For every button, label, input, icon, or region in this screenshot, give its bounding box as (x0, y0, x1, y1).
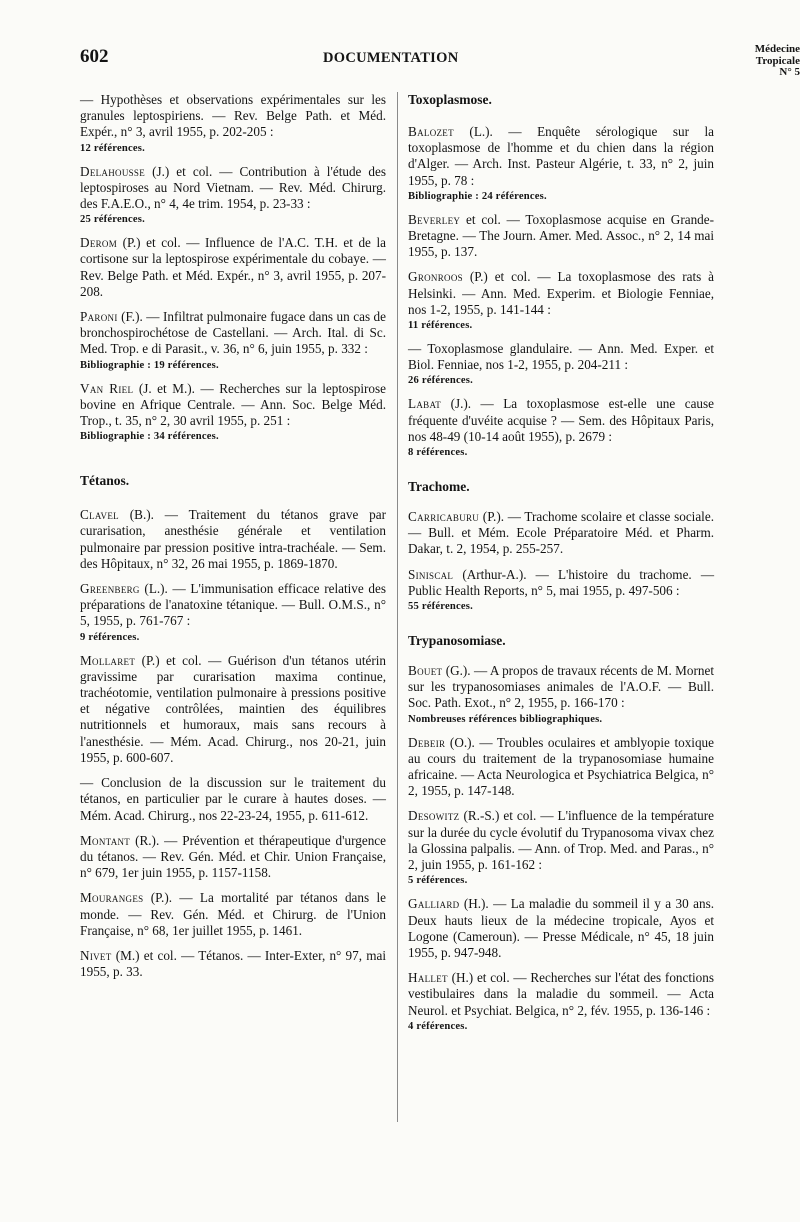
entry-author: Montant (80, 832, 131, 848)
entry-citation: (F.). — Infiltrat pulmonaire fugace dans un cas de bronchospirochétose de Castellani. — Arch. Ital. di Sc. Med. Trop. e di Parasit., v. 36, n° 6, juin 1955, p. 332 : (80, 309, 387, 357)
section-title-trachome: Trachome. (408, 479, 470, 495)
bibliography-entry (408, 124, 714, 203)
entry-references: 4 références. (408, 1020, 468, 1032)
bibliography-entry (408, 341, 714, 387)
entry-citation: (R.). — Prévention et thérapeutique d'urgence du tétanos. — Rev. Gén. Méd. et Chir. Union Française, n° 679, 1er juin 1955, p. 1157-1158. (80, 832, 387, 881)
entry-text (408, 808, 714, 873)
entry-text (80, 833, 386, 882)
page-number: 602 (80, 46, 109, 67)
bibliography-entry (408, 735, 714, 800)
entry-author: Nivet (80, 947, 112, 963)
entry-citation: — Toxoplasmose glandulaire. — Ann. Med. Exper. et Biol. Fenniae, nos 1-2, 1955, p. 204-211 : (408, 341, 714, 373)
entry-author: Mouranges (80, 890, 144, 906)
journal-label (730, 44, 800, 79)
entry-citation: (L.). — L'immunisation efficace relative des préparations de l'anatoxine tétanique. — Bull. O.M.S., n° 5, 1955, p. 761-767 : (80, 581, 386, 629)
entry-author: Labat (408, 396, 442, 412)
bibliography-entry (408, 808, 714, 887)
entry-list (408, 663, 714, 1033)
entry-citation: (Arthur-A.). — L'histoire du trachome. — Public Health Reports, n° 5, mai 1955, p. 497-506 : (408, 566, 715, 598)
entry-author: Bouet (408, 663, 443, 679)
entry-list (80, 92, 386, 443)
bibliography-entry (80, 581, 386, 644)
left-column (80, 92, 386, 989)
entry-citation: — Hypothèses et observations expérimentales sur les granules leptospiriens. — Rev. Belge Path. et Méd. Expér., n° 3, avril 1955, p. 202-205 : (80, 92, 386, 140)
entry-citation: (P.) et col. — La toxoplasmose des rats à Helsinki. — Ann. Med. Experim. et Biologie Fenniae, nos 1-2, 1955, p. 141-144 : (408, 269, 714, 317)
entry-author: Beverley (408, 211, 461, 227)
entry-references: Nombreuses références bibliographiques. (408, 713, 603, 725)
entry-citation: et col. — Toxoplasmose acquise en Grande-Bretagne. — The Journ. Amer. Med. Assoc., n° 2, 14 mai 1955, p. 137. (408, 211, 715, 260)
entry-references: 26 références. (408, 375, 473, 387)
entry-citation: (L.). — Enquête sérologique sur la toxoplasmose de l'homme et du chien dans la région d'Alger. — Arch. Inst. Pasteur Algérie, t. 33, n° 2, juin 1955, p. 78 : (408, 124, 715, 188)
entry-citation: (P.). — La mortalité par tétanos dans le monde. — Rev. Gén. Méd. et Chirurg. de l'Union Française, n° 68, 1er juillet 1955, p. 1461. (80, 890, 386, 938)
entry-citation: (J.). — La toxoplasmose est-elle une cause fréquente d'uvéite acquise ? — Sem. des Hôpitaux Paris, nos 48-49 (10-14 août 1955), p. 2679 : (408, 396, 715, 444)
section-title-tetanos: Tétanos. (80, 473, 130, 489)
bibliography-entry (80, 309, 386, 372)
entry-references: 25 références. (80, 214, 145, 226)
right-column (408, 92, 714, 1042)
entry-list (408, 509, 714, 613)
entry-author: Paroni (80, 309, 118, 325)
entry-author: Mollaret (80, 652, 136, 668)
entry-text (80, 235, 386, 300)
column-divider (397, 92, 398, 1122)
entry-citation: (G.). — A propos de travaux récents de M. Mornet sur les trypanosomiases animales de l'A.O.F. — Bull. Soc. Path. Exot., n° 2, 1955, p. 166-170 : (408, 663, 714, 711)
bibliography-entry (408, 896, 714, 961)
bibliography-entry (80, 164, 386, 227)
bibliography-entry (408, 663, 714, 726)
entry-references: Bibliographie : 34 références. (80, 431, 219, 443)
bibliography-entry (408, 509, 714, 558)
section-title-toxoplasmose: Toxoplasmose. (408, 92, 492, 107)
bibliography-entry (80, 381, 386, 444)
journal-issue: N° 5 (779, 66, 800, 78)
bibliography-entry (80, 890, 386, 939)
bibliography-entry (408, 269, 714, 332)
entry-author: Desowitz (408, 808, 460, 824)
entry-text (80, 581, 386, 630)
entry-citation: (J.) et col. — Contribution à l'étude des leptospiroses au Nord Vietnam. — Rev. Méd. Chirurg. des F.A.E.O., n° 4, 4e trim. 1954, p. 23-33 : (80, 163, 387, 212)
entry-text (408, 896, 714, 961)
entry-references: Bibliographie : 24 références. (408, 190, 547, 202)
entry-citation: (P.) et col. — Guérison d'un tétanos utérin gravissime par curarisation maxima continue, trachéotomie, ventilation pulmonaire à pressions positive et négative contrôlées, maintien des équilibres nutritionnels et humoraux, mais sans recours à l'anesthésie. — Mém. Acad. Chirurg., nos 20-21, juin 1955, p. 600-607. (80, 652, 387, 765)
entry-text (408, 663, 714, 712)
bibliography-entry (408, 212, 714, 261)
entry-text (408, 124, 714, 189)
entry-text (80, 890, 386, 939)
bibliography-entry (80, 775, 386, 824)
entry-text (80, 381, 386, 430)
entry-citation: (M.) et col. — Tétanos. — Inter-Exter, n° 97, mai 1955, p. 33. (80, 947, 387, 980)
entry-references: 55 références. (408, 601, 473, 613)
entry-citation: (J. et M.). — Recherches sur la leptospirose bovine en Afrique Centrale. — Ann. Soc. Belge Méd. Trop., t. 35, n° 2, 30 avril 1955, p. 251 : (80, 380, 387, 429)
entry-text (408, 341, 714, 373)
entry-citation: (H.). — La maladie du sommeil il y a 30 ans. Deux hauts lieux de la médecine tropicale, Ayos et Logone (Cameroun). — Presse Médicale, n° 45, 18 juin 1955, p. 947-948. (408, 896, 715, 960)
entry-text (408, 269, 714, 318)
journal-line: Médecine (754, 43, 800, 55)
entry-citation: (B.). — Traitement du tétanos grave par curarisation, anesthésie générale et ventilation pulmonaire par pression positive intra-trachéale. — Sem. des Hôpitaux, n° 32, 26 mai 1955, p. 1869-1870. (80, 507, 386, 571)
entry-text (408, 970, 714, 1019)
entry-text (408, 509, 714, 558)
entry-author: Balozet (408, 124, 454, 139)
bibliography-entry (408, 567, 714, 613)
entry-text (80, 653, 386, 766)
entry-text (80, 92, 386, 141)
running-title: DOCUMENTATION (323, 50, 459, 66)
entry-citation: (P.). — Trachome scolaire et classe sociale. — Bull. et Mém. Ecole Préparatoire Méd. et Pharm. Dakar, t. 2, 1954, p. 255-257. (408, 509, 714, 557)
entry-references: 9 références. (80, 631, 140, 643)
bibliography-entry (408, 396, 714, 459)
entry-text (80, 309, 386, 358)
journal-line: Tropicale (755, 54, 800, 67)
bibliography-entry (80, 653, 386, 766)
entry-text (80, 164, 386, 213)
entry-author: Debeir (408, 734, 446, 750)
entry-author: Hallet (408, 970, 448, 986)
bibliography-entry (80, 833, 386, 882)
entry-author: Clavel (80, 507, 119, 523)
section-title-trypanosomiase: Trypanosomiase. (408, 633, 506, 649)
page-header (0, 0, 800, 90)
entry-references: 8 références. (408, 447, 468, 459)
entry-list (80, 507, 386, 980)
entry-references: 11 références. (408, 320, 473, 332)
entry-author: Van Riel (80, 380, 134, 396)
entry-text (80, 507, 386, 572)
entry-text (408, 212, 714, 261)
entry-author: Delahousse (80, 163, 146, 179)
entry-citation: (R.-S.) et col. — L'influence de la température sur la durée du cycle évolutif du Trypanosoma vivax chez la Glossina palpalis. — Ann. of Trop. Med. and Paras., n° 2, juin 1955, p. 161-162 : (408, 808, 715, 873)
entry-references: 12 références. (80, 142, 145, 154)
entry-citation: — Conclusion de la discussion sur le traitement du tétanos, en particulier par le curare à hautes doses. — Mém. Acad. Chirurg., nos 22-23-24, 1955, p. 611-612. (80, 775, 386, 823)
entry-author: Galliard (408, 896, 460, 912)
bibliography-entry (80, 235, 386, 300)
entry-text (408, 567, 714, 599)
bibliography-entry (80, 948, 386, 980)
bibliography-entry (408, 970, 714, 1033)
entry-citation: (H.) et col. — Recherches sur l'état des fonctions vestibulaires dans la maladie du sommeil. — Acta Neurol. et Psychiat. Belgica, n° 2, fév. 1955, p. 136-146 : (408, 970, 715, 1018)
bibliography-entry (80, 507, 386, 572)
entry-citation: (O.). — Troubles oculaires et amblyopie toxique au cours du traitement de la trypanosomiase humaine africaine. — Acta Neurologica et Psychiatrica Belgica, n° 2, 1955, p. 147-148. (408, 734, 715, 799)
entry-author: Carricaburu (408, 509, 480, 525)
entry-citation: (P.) et col. — Influence de l'A.C. T.H. et de la cortisone sur la leptospirose expérimentale du cobaye. — Rev. Belge Path. et Méd. Expér., n° 3, avril 1955, p. 207-208. (80, 235, 386, 299)
entry-author: Gronroos (408, 269, 463, 285)
entry-text (408, 735, 714, 800)
entry-author: Siniscal (408, 566, 454, 582)
entry-text (80, 775, 386, 824)
entry-author: Greenberg (80, 581, 140, 597)
entry-references: Bibliographie : 19 références. (80, 359, 219, 371)
entry-text (408, 396, 714, 445)
entry-author: Derom (80, 235, 118, 251)
entry-references: 5 références. (408, 875, 468, 887)
bibliography-entry (80, 92, 386, 155)
entry-list (408, 124, 714, 459)
entry-text (80, 948, 386, 980)
